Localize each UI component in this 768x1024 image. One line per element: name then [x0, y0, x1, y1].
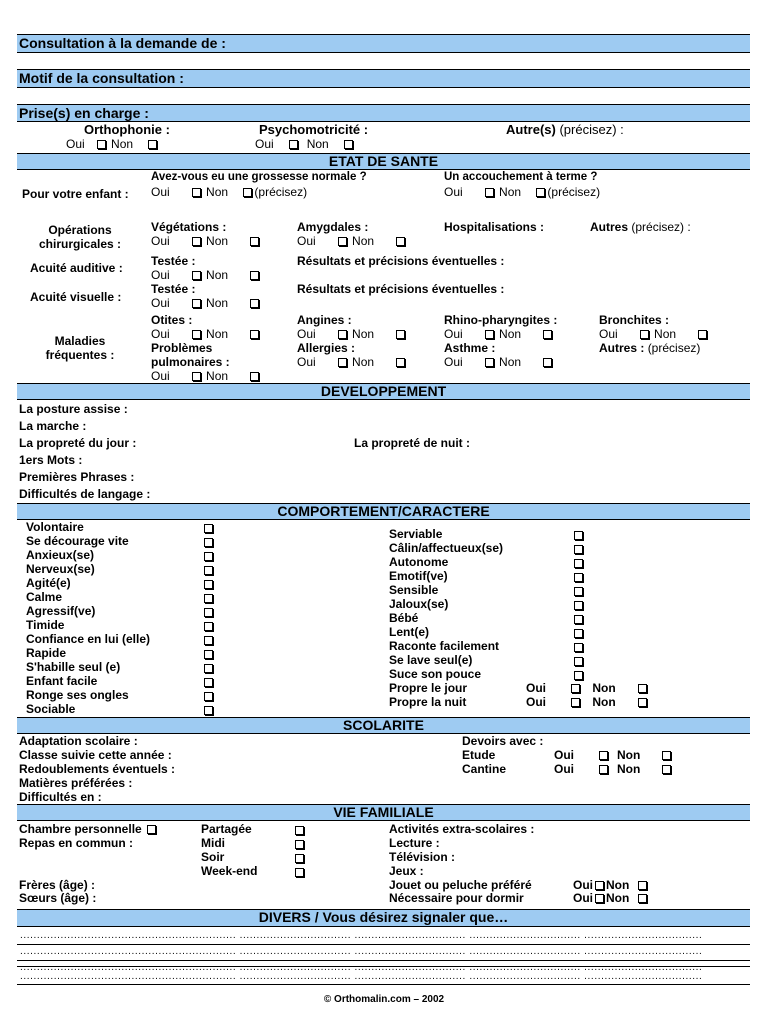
comp-right-checkbox[interactable]: [574, 643, 583, 652]
comp-right-item: Se lave seul(e): [389, 653, 473, 667]
posture-label: La posture assise :: [19, 402, 128, 416]
allergies-oui-checkbox[interactable]: [338, 358, 347, 367]
visuelle-oui-checkbox[interactable]: [192, 299, 201, 308]
grossesse-choices: Oui Non (précisez): [151, 185, 308, 199]
psycho-non-checkbox[interactable]: [344, 140, 353, 149]
propre-nuit-oui-checkbox[interactable]: [571, 698, 580, 707]
classe-label: Classe suivie cette année :: [19, 748, 172, 762]
ortho-oui-checkbox[interactable]: [97, 140, 106, 149]
maladies-autres-label: Autres : (précisez): [599, 341, 701, 355]
comp-left-item: Confiance en lui (elle): [26, 632, 151, 646]
repas-label: Repas en commun :: [19, 836, 134, 850]
proprete-nuit-label: La propreté de nuit :: [354, 436, 471, 450]
rhino-non-checkbox[interactable]: [543, 330, 552, 339]
television-label: Télévision :: [389, 850, 456, 864]
comp-right-item: Emotif(ve): [389, 569, 448, 583]
comp-left-item: Calme: [26, 590, 63, 604]
comp-left-checkbox[interactable]: [204, 678, 213, 687]
prise-label: Prise(s) en charge :: [19, 105, 149, 121]
comp-right-item: Autonome: [389, 555, 449, 569]
problemes-choices: Oui Non: [151, 369, 261, 383]
comp-right-item: Sensible: [389, 583, 439, 597]
comp-right-item: Bébé: [389, 611, 419, 625]
comp-right-checkbox[interactable]: [574, 545, 583, 554]
accouchement-non-checkbox[interactable]: [536, 188, 545, 197]
grossesse-label: Avez-vous eu une grossesse normale ?: [151, 171, 367, 183]
propre-jour-label: Propre le jour: [389, 681, 468, 695]
proprete-jour-label: La propreté du jour :: [19, 436, 137, 450]
comp-left-item: Rapide: [26, 646, 67, 660]
fam-header: VIE FAMILIALE: [17, 804, 750, 821]
comp-left-checkbox[interactable]: [204, 650, 213, 659]
amygdales-oui-checkbox[interactable]: [338, 237, 347, 246]
visuelle-choices: Oui Non: [151, 296, 261, 310]
propre-nuit-non-checkbox[interactable]: [638, 698, 647, 707]
midi-checkbox[interactable]: [295, 840, 304, 849]
visuelle-non-checkbox[interactable]: [250, 299, 259, 308]
necessaire-oui-checkbox[interactable]: [595, 894, 604, 903]
asthme-choices: Oui Non: [444, 355, 554, 369]
otites-choices: Oui Non: [151, 327, 261, 341]
comp-left-checkbox[interactable]: [204, 580, 213, 589]
divers-line-3[interactable]: ................................................................ ................................. ................................. ................................. ...................................: [20, 962, 703, 973]
amygdales-label: Amygdales :: [297, 220, 369, 234]
propre-nuit-label: Propre la nuit: [389, 695, 467, 709]
propre-nuit-choices: Oui Non: [526, 695, 649, 709]
mots-label: 1ers Mots :: [19, 453, 83, 467]
divers-rule-3: [17, 966, 750, 967]
rhino-label: Rhino-pharyngites :: [444, 313, 558, 327]
comp-right-checkbox[interactable]: [574, 671, 583, 680]
bronchites-non-checkbox[interactable]: [698, 330, 707, 339]
visuelle-testee-label: Testée :: [151, 282, 196, 296]
comp-left-item: Timide: [26, 618, 65, 632]
auditive-non-checkbox[interactable]: [250, 271, 259, 280]
comp-left-item: Nerveux(se): [26, 562, 95, 576]
vegetations-oui-checkbox[interactable]: [192, 237, 201, 246]
dev-header: DEVELOPPEMENT: [17, 383, 750, 400]
comp-right-item: Serviable: [389, 527, 443, 541]
adaptation-label: Adaptation scolaire :: [19, 734, 138, 748]
comp-right-checkbox[interactable]: [574, 657, 583, 666]
jouet-label: Jouet ou peluche préféré: [389, 878, 532, 892]
rhino-choices: Oui Non: [444, 327, 554, 341]
otites-non-checkbox[interactable]: [250, 330, 259, 339]
etude-oui-checkbox[interactable]: [599, 751, 608, 760]
vegetations-non-checkbox[interactable]: [250, 237, 259, 246]
grossesse-non-checkbox[interactable]: [243, 188, 252, 197]
etude-label: Etude: [462, 748, 496, 762]
auditive-testee-label: Testée :: [151, 254, 196, 268]
soir-checkbox[interactable]: [295, 854, 304, 863]
autres-label: Autre(s) (précisez) :: [506, 122, 624, 137]
comp-right-checkbox[interactable]: [574, 629, 583, 638]
comp-right-checkbox[interactable]: [574, 601, 583, 610]
comp-left-item: Sociable: [26, 702, 76, 716]
jouet-non-checkbox[interactable]: [638, 881, 647, 890]
comp-left-checkbox[interactable]: [204, 524, 213, 533]
amygdales-choices: Oui Non: [297, 234, 407, 248]
etude-choices: Oui Non: [554, 748, 673, 762]
comp-left-checkbox[interactable]: [204, 594, 213, 603]
grossesse-oui-checkbox[interactable]: [192, 188, 201, 197]
partagee-label: Partagée: [201, 822, 252, 836]
bronchites-oui-checkbox[interactable]: [640, 330, 649, 339]
weekend-checkbox[interactable]: [295, 868, 304, 877]
visuelle-resultats-label: Résultats et précisions éventuelles :: [297, 282, 505, 296]
hospitalisations-label: Hospitalisations :: [444, 220, 545, 234]
comp-right-item: Jaloux(se): [389, 597, 449, 611]
redoublements-label: Redoublements éventuels :: [19, 762, 176, 776]
necessaire-choices: Oui Non: [573, 891, 649, 905]
auditive-resultats-label: Résultats et précisions éventuelles :: [297, 254, 505, 268]
divers-line-1[interactable]: ................................................................ ................................. ................................. ................................. ...................................: [20, 930, 703, 941]
visuelle-label: Acuité visuelle :: [30, 290, 122, 304]
cantine-oui-checkbox[interactable]: [599, 765, 608, 774]
problemes-oui-checkbox[interactable]: [192, 372, 201, 381]
comp-left-item: Enfant facile: [26, 674, 98, 688]
psycho-choices: Oui Non: [255, 137, 355, 151]
divers-line-2[interactable]: ................................................................ ................................. ................................. ................................. ...................................: [20, 946, 703, 957]
motif-field[interactable]: [17, 69, 750, 88]
prise-field[interactable]: [17, 104, 750, 122]
comp-right-item: Lent(e): [389, 625, 429, 639]
chambre-checkbox[interactable]: [147, 825, 156, 834]
psycho-oui-checkbox[interactable]: [289, 140, 298, 149]
necessaire-label: Nécessaire pour dormir: [389, 891, 524, 905]
comp-left-checkbox[interactable]: [204, 664, 213, 673]
scol-header: SCOLARITE: [17, 717, 750, 734]
operations-label: Opérations chirurgicales :: [38, 223, 122, 251]
footer-copyright: © Orthomalin.com – 2002: [323, 994, 445, 1005]
rhino-oui-checkbox[interactable]: [485, 330, 494, 339]
comp-right-checkbox[interactable]: [574, 559, 583, 568]
asthme-non-checkbox[interactable]: [543, 358, 552, 367]
auditive-label: Acuité auditive :: [30, 261, 123, 275]
weekend-label: Week-end: [201, 864, 258, 878]
comp-right-item: Suce son pouce: [389, 667, 482, 681]
comp-left-checkbox[interactable]: [204, 608, 213, 617]
comp-left-checkbox[interactable]: [204, 552, 213, 561]
comp-left-item: Se décourage vite: [26, 534, 129, 548]
propre-jour-non-checkbox[interactable]: [638, 684, 647, 693]
enfant-label: Pour votre enfant :: [22, 187, 129, 201]
etude-non-checkbox[interactable]: [662, 751, 671, 760]
propre-jour-choices: Oui Non: [526, 681, 649, 695]
difficultes-label: Difficultés en :: [19, 790, 102, 804]
comp-left-item: Volontaire: [26, 520, 84, 534]
motif-label: Motif de la consultation :: [19, 70, 184, 86]
comp-left-item: Anxieux(se): [26, 548, 95, 562]
propre-jour-oui-checkbox[interactable]: [571, 684, 580, 693]
accouchement-choices: Oui Non (précisez): [444, 185, 601, 199]
amygdales-non-checkbox[interactable]: [396, 237, 405, 246]
comp-right-checkbox[interactable]: [574, 615, 583, 624]
cantine-non-checkbox[interactable]: [662, 765, 671, 774]
psycho-label: Psychomotricité :: [259, 122, 369, 137]
comp-left-item: Agressif(ve): [26, 604, 96, 618]
partagee-checkbox[interactable]: [295, 826, 304, 835]
phrases-label: Premières Phrases :: [19, 470, 135, 484]
ortho-label: Orthophonie :: [84, 122, 170, 137]
comp-right-item: Raconte facilement: [389, 639, 500, 653]
maladies-label: Maladies fréquentes :: [45, 334, 115, 362]
otites-oui-checkbox[interactable]: [192, 330, 201, 339]
chambre-label: Chambre personnelle: [19, 822, 158, 836]
divers-rule-2: [17, 960, 750, 961]
comp-left-checkbox[interactable]: [204, 692, 213, 701]
freres-label: Frères (âge) :: [19, 878, 96, 892]
marche-label: La marche :: [19, 419, 87, 433]
necessaire-non-checkbox[interactable]: [638, 894, 647, 903]
bronchites-choices: Oui Non: [599, 327, 709, 341]
soeurs-label: Sœurs (âge) :: [19, 891, 97, 905]
comp-left-checkbox[interactable]: [204, 566, 213, 575]
jouet-choices: Oui Non: [573, 878, 649, 892]
angines-non-checkbox[interactable]: [396, 330, 405, 339]
comp-left-checkbox[interactable]: [204, 538, 213, 547]
sante-header: ETAT DE SANTE: [17, 153, 750, 170]
midi-label: Midi: [201, 836, 225, 850]
comp-header: COMPORTEMENT/CARACTERE: [17, 503, 750, 520]
allergies-label: Allergies :: [297, 341, 356, 355]
vegetations-choices: Oui Non: [151, 234, 261, 248]
jouet-oui-checkbox[interactable]: [595, 881, 604, 890]
ortho-non-checkbox[interactable]: [148, 140, 157, 149]
soir-label: Soir: [201, 850, 225, 864]
divers-rule-4: [17, 984, 750, 985]
angines-choices: Oui Non: [297, 327, 407, 341]
comp-left-item: Ronge ses ongles: [26, 688, 129, 702]
comp-left-checkbox[interactable]: [204, 706, 213, 715]
bronchites-label: Bronchites :: [599, 313, 670, 327]
cantine-label: Cantine: [462, 762, 507, 776]
asthme-oui-checkbox[interactable]: [485, 358, 494, 367]
ortho-choices: Oui Non: [66, 137, 159, 151]
problemes-label: Problèmes pulmonaires :: [151, 341, 230, 369]
divers-line-4[interactable]: ................................................................ ................................. ................................. ................................. ...................................: [20, 971, 703, 982]
comp-left-item: Agité(e): [26, 576, 71, 590]
activites-label: Activités extra-scolaires :: [389, 822, 535, 836]
auditive-choices: Oui Non: [151, 268, 261, 282]
asthme-label: Asthme :: [444, 341, 496, 355]
allergies-choices: Oui Non: [297, 355, 407, 369]
consultation-label: Consultation à la demande de :: [19, 35, 226, 51]
divers-header: DIVERS / Vous désirez signaler que…: [17, 909, 750, 927]
comp-right-checkbox[interactable]: [574, 531, 583, 540]
lecture-label: Lecture :: [389, 836, 440, 850]
vegetations-label: Végétations :: [151, 220, 227, 234]
otites-label: Otites :: [151, 313, 193, 327]
comp-right-item: Câlin/affectueux(se): [389, 541, 504, 555]
jeux-label: Jeux :: [389, 864, 424, 878]
comp-left-item: S'habille seul (e): [26, 660, 121, 674]
comp-right-checkbox[interactable]: [574, 573, 583, 582]
allergies-non-checkbox[interactable]: [396, 358, 405, 367]
devoirs-label: Devoirs avec :: [462, 734, 544, 748]
matieres-label: Matières préférées :: [19, 776, 133, 790]
comp-left-checkbox[interactable]: [204, 636, 213, 645]
comp-right-checkbox[interactable]: [574, 587, 583, 596]
langage-label: Difficultés de langage :: [19, 487, 151, 501]
cantine-choices: Oui Non: [554, 762, 673, 776]
problemes-non-checkbox[interactable]: [250, 372, 259, 381]
angines-oui-checkbox[interactable]: [338, 330, 347, 339]
comp-left-checkbox[interactable]: [204, 622, 213, 631]
auditive-oui-checkbox[interactable]: [192, 271, 201, 280]
angines-label: Angines :: [297, 313, 352, 327]
accouchement-oui-checkbox[interactable]: [485, 188, 494, 197]
op-autres-label: Autres (précisez) :: [590, 220, 691, 234]
accouchement-label: Un accouchement à terme ?: [444, 171, 598, 183]
divers-rule-1: [17, 944, 750, 945]
consultation-field[interactable]: [17, 34, 750, 53]
